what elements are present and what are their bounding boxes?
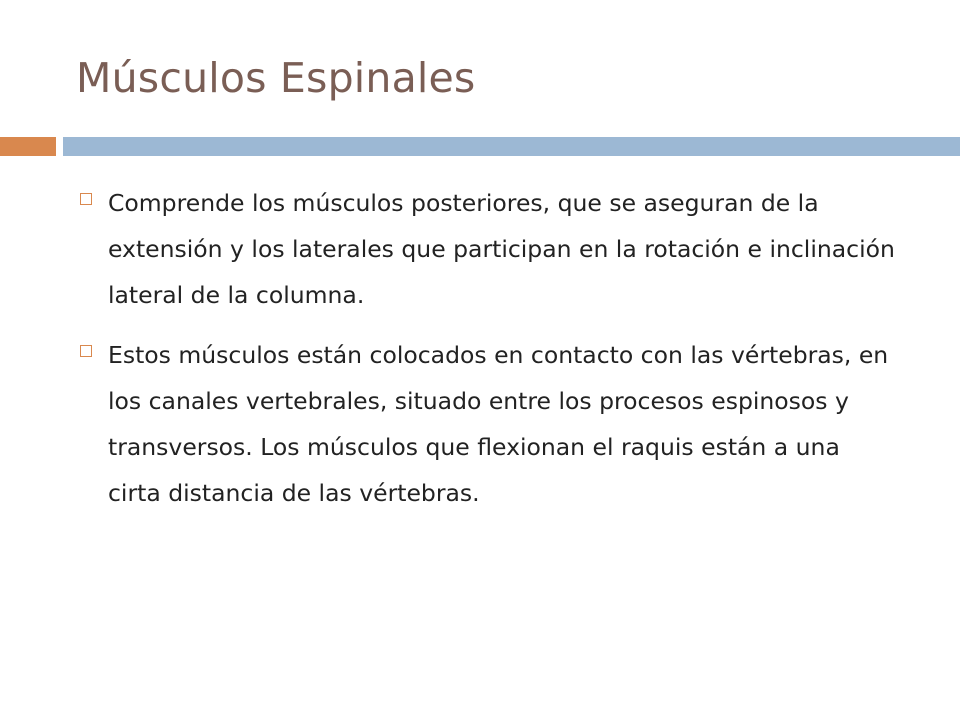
bullet-item <box>76 180 896 318</box>
hollow-square-icon <box>80 345 92 357</box>
bullet-item <box>76 332 896 516</box>
title-rule <box>63 137 960 156</box>
title-rule-accent <box>0 137 56 156</box>
bullet-list <box>76 180 896 530</box>
bullet-text: Comprende los músculos posteriores, que se aseguran de la extensión y los laterales que participan en la rotación e inclinación lateral de la columna. <box>108 189 895 309</box>
slide-title: Músculos Espinales <box>76 54 476 102</box>
hollow-square-icon <box>80 193 92 205</box>
bullet-text: Estos músculos están colocados en contacto con las vértebras, en los canales vertebrales, situado entre los procesos espinosos y transversos. Los músculos que flexionan el raquis están a una cirta distancia de las vértebras. <box>108 341 889 507</box>
